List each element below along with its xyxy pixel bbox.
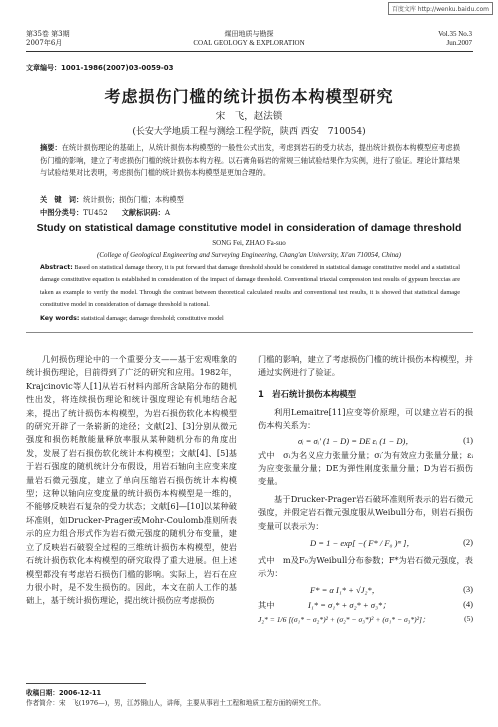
abstract-rule [26,332,473,333]
equation-5-body: J₂* = 1/6 [(σ₁* − σ₂*)² + (σ₂* − σ₃*)² + (σ₁* − σ₃*)²]； [258,614,430,624]
abstract-cn-text: 在统计损伤理论的基础上，从统计损伤本构模型的一般性公式出发，考虑到岩石的受力状态，提出统计损伤本构模型应考虑损伤门槛的影响，建立了考虑损伤门槛的统计损伤本构方程。以石膏角砾岩的常规三轴试验结果作为实例，进行了验证。理论计算结果与试验结果对比表明，考虑损伤门槛的统计损伤本构模型是更加合理的。 [40,143,460,177]
equation-3 [258,584,473,599]
class-code: TU452 [83,208,108,217]
doc-code: A [164,208,171,217]
keywords-en-text: statistical damage; damage threshold; constitutive model [80,315,224,322]
intro-continued: 门槛的影响，建立了考虑损伤门槛的统计损伤本构模型，并通过实例进行了验证。 [258,354,473,378]
abstract-cn [40,142,460,180]
journal-cn: 煤田地质与勘探 [224,30,274,38]
date-cn: 2007年6月 [26,39,63,47]
right-column [258,353,473,629]
equation-2 [258,537,473,554]
article-number: 文章编号：1001-1986(2007)03-0059-03 [26,64,174,72]
abstract-en-text: Based on statistical damage theory, it is put forward that damage threshold should be considered in statistical damage constitutive model and a statistical damage constitutive equation is established in consideration of the impact of damage threshold. Conventional triaxial compression test results of gypsum breccias are taken as example to verify the model. Through the contrast between theoretical calculated results and conventional test results, it is showed that statistical damage constitutive model in consideration of damage threshold is rational. [40,264,460,308]
volume-cn: 第35卷 第3期 [26,30,70,38]
equation-5 [258,614,473,629]
paper-title-cn: 考虑损伤门槛的统计损伤本构模型研究 [104,87,394,106]
equation-4-body: I₁* = σ₁* + σ₂* + σ₃*； [308,599,391,610]
abstract-en-label: Abstract: [40,264,73,271]
equation-2-number: (2) [463,537,473,548]
author-bio: 作者简介：宋 飞(1976—)，男，江苏铜山人，讲师，主要从事岩土工程和地质工程方面的研究工作。 [26,699,325,707]
authors-cn: 宋 飞，赵法锁 [215,111,283,122]
keywords-en [40,313,460,326]
keywords-en-label: Key words: [40,315,80,322]
equation-4-number: (4) [463,598,473,609]
footnote-rule [26,683,146,684]
volume-en: Vol.35 No.3 [438,30,472,38]
section1-para4: 式中 m及F₀为Weibull分布参数；F*为岩石微元强度，表示为： [258,555,473,579]
section1-para2: 式中 σᵢ为名义应力张量分量；σᵢ′为有效应力张量分量；εᵢ为应变张量分量；DE为弹性刚度张量分量；D为岩石损伤变量。 [258,449,473,487]
footnote [26,688,325,708]
classification-cn [40,207,460,220]
equation-3-body: F* = α I₁* + √J₂*， [310,584,381,595]
keywords-cn-label: 关 键 词： [40,195,84,204]
equation-1-body: σᵢ = σᵢ′ (1 − D) = DE εᵢ (1 − D)， [298,435,414,446]
section-heading-1: 1 岩石统计损伤本构模型 [258,388,356,399]
equation-1-number: (1) [463,434,473,445]
equation-1 [258,435,473,449]
equation-4-lead: 其中 [258,600,275,610]
journal-en: COAL GEOLOGY & EXPLORATION [193,39,305,47]
equation-3-number: (3) [463,583,473,594]
section1-para3: 基于Drucker-Prager岩石破坏准则所表示的岩石微元强度，并假定岩石微元强度服从Weibull分布，则岩石损伤变量可以表示为： [258,493,473,531]
section1-para1: 利用Lemaitre[11]应变等价原理，可以建立岩石的损伤本构关系为： [258,406,473,431]
abstract-en [40,262,460,311]
affiliation-cn: (长安大学地质工程与测绘工程学院，陕西 西安 710054) [132,127,366,137]
keywords-cn-text: 统计损伤；损伤门槛；本构模型 [83,195,184,204]
received-date: 收稿日期：2006-12-11 [26,689,102,697]
header-right [438,30,472,48]
keywords-cn [40,194,460,207]
doc-code-label: 文献标识码： [121,208,165,217]
equation-4 [258,599,473,614]
affiliation-en: (College of Geological Engineering and Surveying Engineering, Chang'an University, Xi'an 710054, China) [97,251,401,259]
equation-5-number: (5) [464,613,473,623]
date-en: Jun.2007 [446,39,472,47]
header-rule [26,51,473,52]
intro-left-column: 几何损伤理论中的一个重要分支——基于宏观唯象的统计损伤理论，目前得到了广泛的研究和应用。1982年，Krajcinovic等人[1]从岩石材料内部所含缺陷分布的随机性出发，将连续损伤理论和统计强度理论有机地结合起来，提出了统计损伤本构模型，为岩石损伤软化本构模型的研究开辟了一条崭新的途径；文献[2]、[3]分别从微元强度和损伤耗散能量释放率服从某种随机分布的角度出发，发展了岩石损伤软化统计本构模型；文献[4]、[5]基于岩石强度的随机统计分布假设，用岩石轴向主应变来度量岩石微元强度，建立了单向压缩岩石损伤统计本构模型；这种以轴向应变度量的统计损伤本构模型是一维的，不能够反映岩石复杂的受力状态；文献[6]—[10]以某种破坏准则，如Drucker-Prager或Mohr-Coulomb准则所表示的应力组合形式作为岩石微元强度的随机分布变量，建立了反映岩石破裂全过程的三维统计损伤本构模型，使岩石统计损伤软化本构模型的研究取得了重大进展。但上述模型都没有考虑岩石损伤门槛的影响。实际上，岩石在应力很小时，是不发生损伤的。因此，本文在前人工作的基础上，基于统计损伤理论，提出统计损伤应考虑损伤 [26,354,237,606]
authors-en: SONG Fei, ZHAO Fa-suo [212,239,286,247]
header-center [0,30,498,48]
abstract-cn-label: 摘要： [40,143,62,152]
paper-title-en: Study on statistical damage constitutive model in consideration of damage threshold [36,222,462,234]
watermark-stamp: 百度文库 http://wenku.baidu.com [388,2,493,15]
equation-2-body: D = 1 − exp[ −( F* / F₀ )ᵐ ]， [310,538,415,549]
class-label: 中图分类号： [40,208,84,217]
